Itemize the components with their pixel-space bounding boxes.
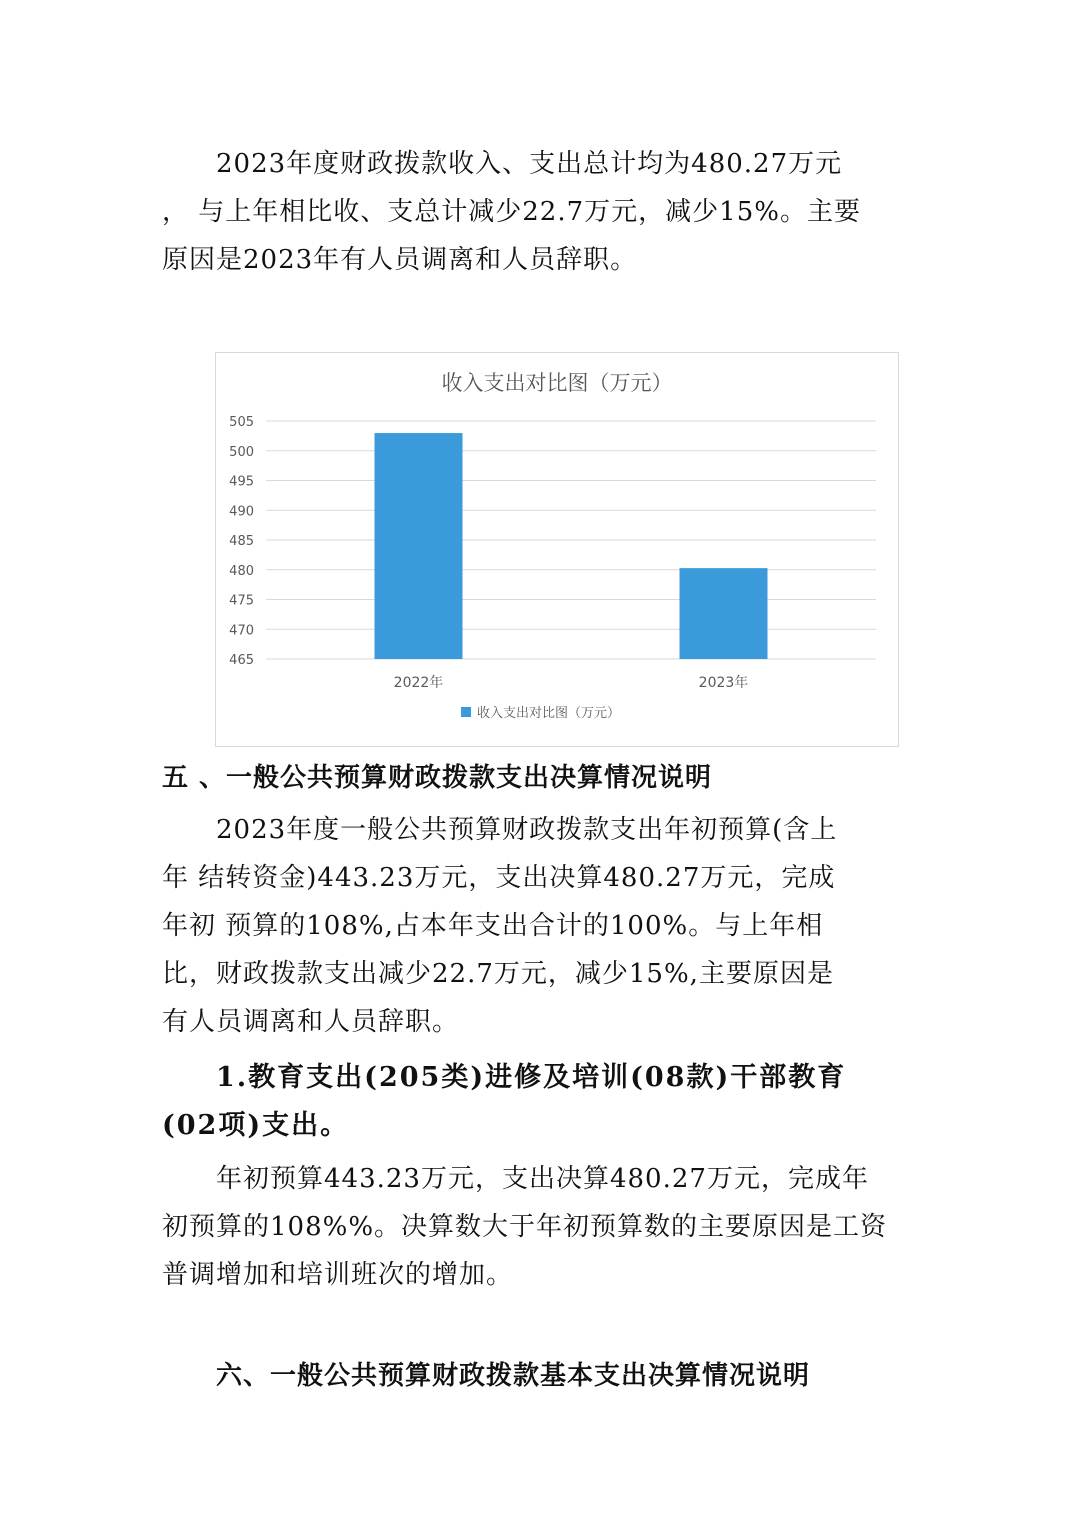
education-line-3: 普调增加和培训班次的增加。 bbox=[162, 1260, 514, 1290]
section-5-line-4: 比，财政拨款支出减少22.7万元，减少15%,主要原因是 bbox=[162, 959, 834, 989]
y-tick-label: 505 bbox=[229, 415, 254, 430]
section-5-paragraph bbox=[162, 806, 897, 1046]
education-expense-paragraph bbox=[162, 1155, 897, 1299]
y-tick-label: 470 bbox=[229, 623, 254, 639]
y-tick-label: 480 bbox=[229, 563, 254, 579]
y-tick-label: 485 bbox=[229, 534, 254, 549]
y-tick-label: 490 bbox=[229, 504, 254, 520]
intro-line-2: ， 与上年相比收、支总计减少22.7万元，减少15%。主要 bbox=[162, 197, 861, 227]
y-tick-label: 495 bbox=[229, 474, 254, 490]
subheading-line-2: (02项)支出。 bbox=[162, 1110, 350, 1141]
section-5-line-3: 年初 预算的108%,占本年支出合计的100%。与上年相 bbox=[162, 911, 824, 941]
chart-canvas bbox=[216, 353, 898, 746]
education-line-1: 年初预算443.23万元，支出决算480.27万元，完成年 bbox=[216, 1164, 869, 1194]
y-tick-label: 500 bbox=[229, 444, 254, 460]
subheading-line-1: 1.教育支出(205类)进修及培训(08款)干部教育 bbox=[216, 1062, 847, 1093]
y-tick-label: 465 bbox=[229, 653, 254, 668]
intro-line-1: 2023年度财政拨款收入、支出总计均为480.27万元 bbox=[216, 149, 843, 179]
intro-paragraph bbox=[162, 140, 897, 284]
section-5-line-2: 年 结转资金)443.23万元，支出决算480.27万元，完成 bbox=[162, 863, 836, 893]
legend-swatch bbox=[461, 707, 471, 717]
section-5-line-1: 2023年度一般公共预算财政拨款支出年初预算(含上 bbox=[216, 815, 838, 845]
section-5-line-5: 有人员调离和人员辞职。 bbox=[162, 1007, 460, 1037]
x-tick-label: 2022年 bbox=[393, 675, 444, 691]
section-5-heading: 五 、一般公共预算财政拨款支出决算情况说明 bbox=[162, 763, 713, 793]
bar-1 bbox=[375, 433, 463, 659]
y-tick-label: 475 bbox=[229, 593, 254, 609]
income-expense-chart bbox=[215, 352, 899, 747]
education-expense-subheading bbox=[162, 1054, 897, 1150]
chart-title: 收入支出对比图（万元） bbox=[441, 371, 673, 395]
section-6-heading: 六、一般公共预算财政拨款基本支出决算情况说明 bbox=[216, 1361, 811, 1391]
bar-2 bbox=[680, 568, 768, 659]
x-tick-label: 2023年 bbox=[698, 675, 749, 691]
intro-line-3: 原因是2023年有人员调离和人员辞职。 bbox=[162, 245, 638, 275]
legend-label: 收入支出对比图（万元） bbox=[477, 706, 621, 721]
education-line-2: 初预算的108%%。决算数大于年初预算数的主要原因是工资 bbox=[162, 1212, 888, 1242]
